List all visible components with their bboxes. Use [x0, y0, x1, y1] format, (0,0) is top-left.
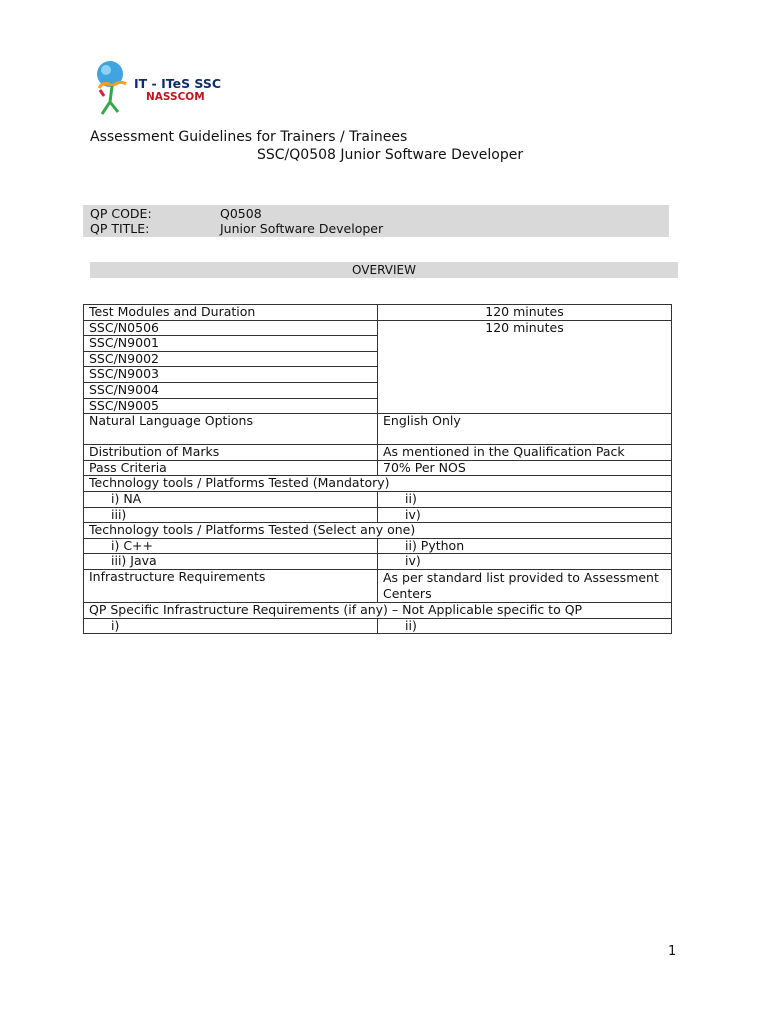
infra-value: As per standard list provided to Assessment Centers — [378, 569, 672, 602]
page-number: 1 — [668, 944, 677, 959]
table-row — [84, 523, 672, 539]
module-code: SSC/N9005 — [84, 398, 378, 414]
pass-criteria-value: 70% Per NOS — [378, 460, 672, 476]
table-row — [84, 491, 672, 507]
test-modules-label: Test Modules and Duration — [84, 305, 378, 321]
logo-text-primary: IT - ITeS SSC — [134, 76, 222, 91]
tech-mandatory-item: ii) — [405, 491, 417, 506]
module-code: SSC/N9003 — [84, 367, 378, 383]
tech-mandatory-item: iii) — [111, 507, 127, 522]
assessment-overview-table — [83, 304, 672, 634]
globe-figure-icon — [90, 60, 134, 124]
table-row — [84, 602, 672, 618]
tech-select-item: i) C++ — [111, 538, 153, 553]
table-row — [84, 460, 672, 476]
table-row — [84, 320, 672, 336]
language-value: English Only — [378, 414, 672, 445]
tech-mandatory-label: Technology tools / Platforms Tested (Mandatory) — [84, 476, 672, 492]
tech-mandatory-item: i) NA — [111, 491, 142, 506]
infra-label: Infrastructure Requirements — [84, 569, 378, 602]
test-modules-duration: 120 minutes — [378, 305, 672, 321]
tech-select-label: Technology tools / Platforms Tested (Select any one) — [84, 523, 672, 539]
marks-label: Distribution of Marks — [84, 445, 378, 461]
table-row — [84, 414, 672, 445]
document-title: Assessment Guidelines for Trainers / Trainees — [90, 129, 408, 145]
table-row — [84, 507, 672, 523]
tech-select-item: iii) Java — [111, 553, 157, 569]
qp-infra-label: QP Specific Infrastructure Requirements (if any) – Not Applicable specific to QP — [84, 602, 672, 618]
modules-duration: 120 minutes — [378, 320, 672, 414]
module-code: SSC/N9004 — [84, 382, 378, 398]
marks-value: As mentioned in the Qualification Pack — [378, 445, 672, 461]
pass-criteria-label: Pass Criteria — [84, 460, 378, 476]
module-code: SSC/N9002 — [84, 351, 378, 367]
document-subtitle: SSC/Q0508 Junior Software Developer — [257, 147, 524, 163]
qp-infra-item: i) — [111, 618, 120, 633]
nasscom-logo — [90, 60, 220, 124]
overview-heading: OVERVIEW — [90, 262, 678, 278]
module-code: SSC/N0506 — [84, 320, 378, 336]
table-row — [84, 445, 672, 461]
tech-select-item: iv) — [405, 553, 421, 569]
tech-select-item: ii) Python — [405, 538, 465, 553]
qp-infra-item: ii) — [405, 618, 417, 633]
table-row — [84, 554, 672, 570]
table-row — [84, 305, 672, 321]
qp-code-value: Q0508 — [220, 206, 262, 221]
table-row — [84, 476, 672, 492]
qp-title-value: Junior Software Developer — [220, 221, 384, 236]
tech-mandatory-item: iv) — [405, 507, 421, 522]
logo-text-secondary: NASSCOM — [146, 91, 205, 103]
table-row — [84, 569, 672, 602]
module-code: SSC/N9001 — [84, 336, 378, 352]
table-row — [84, 618, 672, 634]
qp-info-box — [83, 205, 669, 237]
language-label: Natural Language Options — [84, 414, 378, 445]
qp-code-label: QP CODE: — [90, 206, 152, 221]
qp-title-label: QP TITLE: — [90, 221, 150, 236]
table-row — [84, 538, 672, 554]
